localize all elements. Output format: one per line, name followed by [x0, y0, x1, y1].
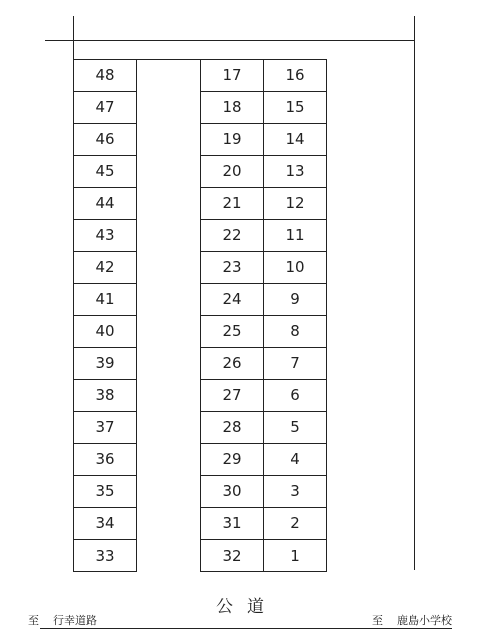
direction-right [372, 612, 452, 628]
parking-space: 15 [264, 92, 326, 124]
parking-space: 47 [74, 92, 136, 124]
top-boundary-line [45, 40, 415, 41]
parking-space: 3 [264, 476, 326, 508]
parking-space: 9 [264, 284, 326, 316]
parking-space: 13 [264, 156, 326, 188]
parking-space: 39 [74, 348, 136, 380]
parking-space: 21 [201, 188, 263, 220]
direction-left [28, 612, 97, 628]
parking-space: 19 [201, 124, 263, 156]
parking-space: 30 [201, 476, 263, 508]
parking-space: 11 [264, 220, 326, 252]
parking-space: 7 [264, 348, 326, 380]
road-label: 公道 [216, 597, 278, 617]
direction-left-name: 行幸道路 [53, 614, 97, 627]
left-boundary-line [73, 16, 74, 60]
parking-space: 24 [201, 284, 263, 316]
parking-space: 20 [201, 156, 263, 188]
parking-space: 31 [201, 508, 263, 540]
direction-right-prefix: 至 [372, 614, 383, 627]
parking-space: 17 [201, 60, 263, 92]
parking-space: 6 [264, 380, 326, 412]
parking-space: 5 [264, 412, 326, 444]
parking-space: 41 [74, 284, 136, 316]
parking-space: 26 [201, 348, 263, 380]
parking-space: 48 [74, 60, 136, 92]
parking-space: 4 [264, 444, 326, 476]
parking-space: 22 [201, 220, 263, 252]
connector-line [136, 59, 200, 60]
parking-space: 12 [264, 188, 326, 220]
parking-space: 23 [201, 252, 263, 284]
direction-left-prefix: 至 [28, 614, 39, 627]
road-edge-line [40, 628, 452, 629]
parking-space: 38 [74, 380, 136, 412]
parking-space: 1 [290, 546, 300, 565]
parking-space: 42 [74, 252, 136, 284]
right-boundary-line [414, 16, 415, 570]
parking-space: 33 [95, 546, 115, 565]
parking-space: 29 [201, 444, 263, 476]
parking-column-left [73, 59, 137, 572]
parking-space: 2 [264, 508, 326, 540]
parking-space: 43 [74, 220, 136, 252]
parking-space: 40 [74, 316, 136, 348]
parking-space: 8 [264, 316, 326, 348]
parking-space: 36 [74, 444, 136, 476]
direction-right-name: 鹿島小学校 [397, 614, 452, 627]
parking-space: 27 [201, 380, 263, 412]
parking-space: 10 [264, 252, 326, 284]
parking-space: 46 [74, 124, 136, 156]
parking-space: 35 [74, 476, 136, 508]
parking-space: 28 [201, 412, 263, 444]
parking-space: 18 [201, 92, 263, 124]
parking-space: 32 [222, 546, 242, 565]
parking-space: 34 [74, 508, 136, 540]
parking-space: 45 [74, 156, 136, 188]
parking-space: 44 [74, 188, 136, 220]
parking-column-right [263, 59, 327, 572]
parking-space: 37 [74, 412, 136, 444]
parking-space: 16 [264, 60, 326, 92]
parking-space: 14 [264, 124, 326, 156]
parking-column-middle [200, 59, 264, 572]
parking-space: 25 [201, 316, 263, 348]
